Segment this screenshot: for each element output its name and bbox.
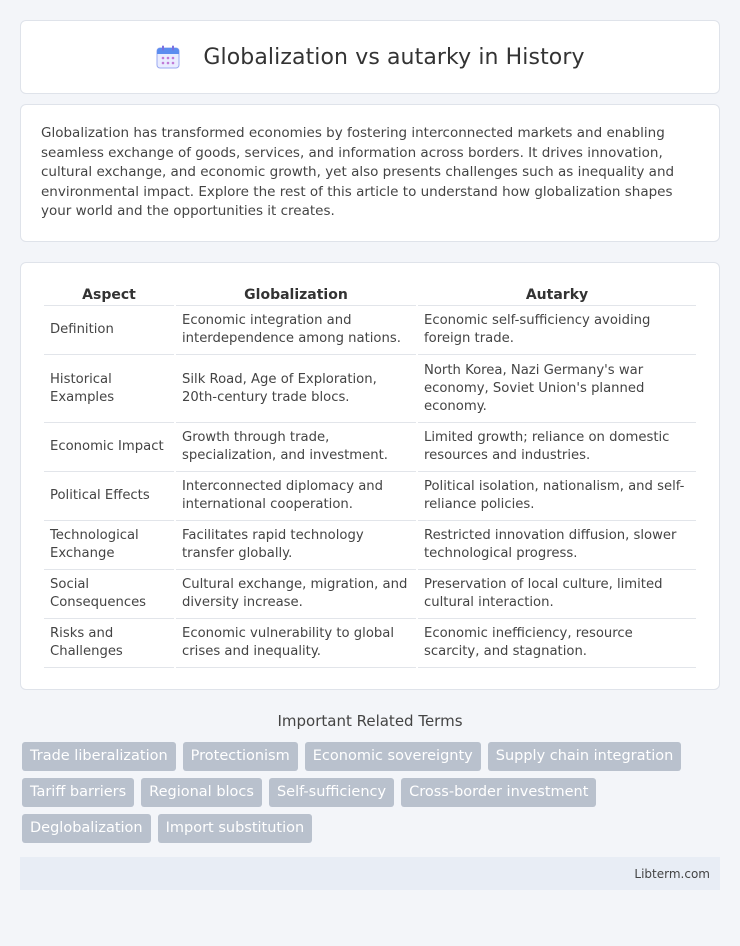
- column-header-globalization: Globalization: [176, 283, 416, 306]
- cell-autarky: Limited growth; reliance on domestic resources and industries.: [418, 423, 696, 472]
- footer: [20, 857, 720, 890]
- related-terms-list: [0, 742, 740, 843]
- term-tag[interactable]: Protectionism: [183, 742, 298, 771]
- table-header-row: [44, 283, 696, 306]
- table-row: [44, 570, 696, 619]
- table-row: [44, 423, 696, 472]
- cell-globalization: Cultural exchange, migration, and diversity increase.: [176, 570, 416, 619]
- table-row: [44, 521, 696, 570]
- cell-globalization: Facilitates rapid technology transfer globally.: [176, 521, 416, 570]
- table-row: [44, 355, 696, 423]
- footer-site-link[interactable]: Libterm.com: [634, 866, 710, 881]
- cell-aspect: Political Effects: [44, 472, 174, 521]
- table-row: [44, 619, 696, 668]
- cell-autarky: Political isolation, nationalism, and self-reliance policies.: [418, 472, 696, 521]
- term-tag[interactable]: Regional blocs: [141, 778, 262, 807]
- cell-aspect: Definition: [44, 306, 174, 355]
- table-row: [44, 472, 696, 521]
- term-tag[interactable]: Supply chain integration: [488, 742, 682, 771]
- cell-aspect: Technological Exchange: [44, 521, 174, 570]
- intro-paragraph: Globalization has transformed economies by fostering interconnected markets and enabling seamless exchange of goods, services, and information across borders. It drives innovation, cultural exchange, and economic growth, yet also presents challenges such as inequality and environmental impact. Explore the rest of this article to understand how globalization shapes your world and the opportunities it creates.: [41, 125, 675, 219]
- cell-globalization: Interconnected diplomacy and international cooperation.: [176, 472, 416, 521]
- cell-autarky: North Korea, Nazi Germany's war economy, Soviet Union's planned economy.: [418, 355, 696, 423]
- cell-aspect: Economic Impact: [44, 423, 174, 472]
- term-tag[interactable]: Cross-border investment: [401, 778, 596, 807]
- cell-globalization: Economic vulnerability to global crises and inequality.: [176, 619, 416, 668]
- cell-aspect: Risks and Challenges: [44, 619, 174, 668]
- cell-globalization: Silk Road, Age of Exploration, 20th-century trade blocs.: [176, 355, 416, 423]
- column-header-autarky: Autarky: [418, 283, 696, 306]
- calendar-icon: [155, 44, 181, 70]
- cell-globalization: Growth through trade, specialization, and investment.: [176, 423, 416, 472]
- cell-autarky: Economic self-sufficiency avoiding foreign trade.: [418, 306, 696, 355]
- cell-autarky: Restricted innovation diffusion, slower technological progress.: [418, 521, 696, 570]
- cell-autarky: Economic inefficiency, resource scarcity, and stagnation.: [418, 619, 696, 668]
- term-tag[interactable]: Tariff barriers: [22, 778, 134, 807]
- cell-globalization: Economic integration and interdependence among nations.: [176, 306, 416, 355]
- comparison-table: [42, 283, 698, 668]
- term-tag[interactable]: Import substitution: [158, 814, 313, 843]
- page-title: Globalization vs autarky in History: [203, 44, 585, 70]
- cell-autarky: Preservation of local culture, limited cultural interaction.: [418, 570, 696, 619]
- term-tag[interactable]: Self-sufficiency: [269, 778, 394, 807]
- header-card: [20, 20, 720, 94]
- cell-aspect: Historical Examples: [44, 355, 174, 423]
- term-tag[interactable]: Economic sovereignty: [305, 742, 481, 771]
- comparison-table-card: [20, 262, 720, 690]
- term-tag[interactable]: Trade liberalization: [22, 742, 176, 771]
- table-row: [44, 306, 696, 355]
- header: [155, 44, 584, 70]
- related-terms-heading: Important Related Terms: [277, 712, 463, 730]
- cell-aspect: Social Consequences: [44, 570, 174, 619]
- intro-card: [20, 104, 720, 242]
- term-tag[interactable]: Deglobalization: [22, 814, 151, 843]
- column-header-aspect: Aspect: [44, 283, 174, 306]
